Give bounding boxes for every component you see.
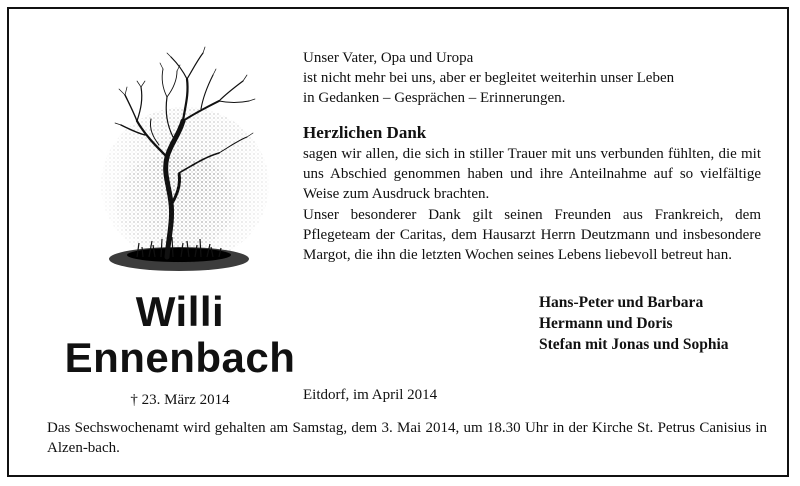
signer: Hans-Peter und Barbara <box>539 294 704 311</box>
signers-list <box>539 292 729 355</box>
bare-tree-illustration-icon <box>97 45 279 279</box>
death-date: † 23. März 2014 <box>130 392 230 408</box>
intro-text <box>303 48 761 108</box>
signer: Stefan mit Jonas und Sophia <box>539 336 729 353</box>
intro-line: in Gedanken – Gesprächen – Erinnerungen. <box>303 90 566 106</box>
deceased-last-name: Ennenbach <box>64 334 296 381</box>
service-notice: Das Sechswochenamt wird gehalten am Samstag, dem 3. Mai 2014, um 18.30 Uhr in der Kirche St. Petrus Canisius in Alzen-bach. <box>47 420 767 456</box>
obituary-notice <box>7 7 789 477</box>
special-thanks-paragraph: Unser besonderer Dank gilt seinen Freunden aus Frankreich, dem Pflegeteam der Caritas, dem Hausarzt Herrn Deutzmann und insbesondere Margot, die ihn die letzten Wochen seines Lebens liebevoll betreut han. <box>303 207 761 263</box>
deceased-first-name: Willi <box>135 288 225 335</box>
intro-line: ist nicht mehr bei uns, aber er begleitet weiterhin unser Leben <box>303 70 675 86</box>
thanks-heading: Herzlichen Dank <box>303 123 427 142</box>
signer: Hermann und Doris <box>539 315 673 332</box>
place-and-date: Eitdorf, im April 2014 <box>303 387 438 403</box>
intro-line: Unser Vater, Opa und Uropa <box>303 50 474 66</box>
thanks-paragraph: sagen wir allen, die sich in stiller Trauer mit uns verbunden fühlten, die mit uns Abschied genommen haben und ihre Anteilnahme auf so vielfältige Weise zum Ausdruck brachten. <box>303 146 761 202</box>
